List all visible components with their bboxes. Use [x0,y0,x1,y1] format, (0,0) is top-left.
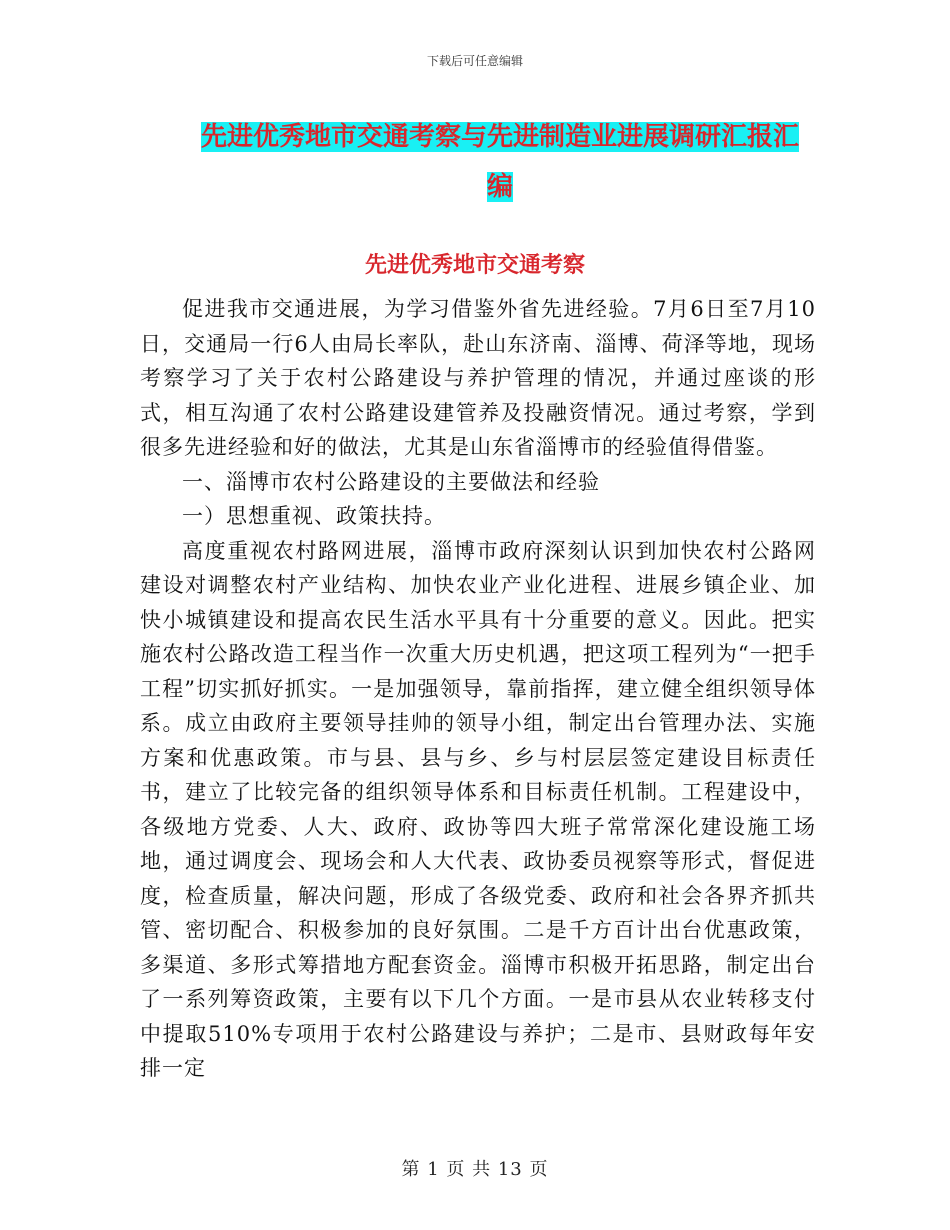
section-title: 先进优秀地市交通考察 [364,252,585,278]
heading-level-1: 一、淄博市农村公路建设的主要做法和经验 [182,469,600,494]
paragraph-main: 高度重视农村路网进展，淄博市政府深刻认识到加快农村公路网建设对调整农村产业结构、加快农业产业化进程、进展乡镇企业、加快小城镇建设和提高农民生活水平具有十分重要的意义。因此。把实施农村公路改造工程当作一次重大历史机遇，把这项工程列为“一把手工程”切实抓好抓实。一是加强领导，靠前指挥，建立健全组织领导体系。成立由政府主要领导挂帅的领导小组，制定出台管理办法、实施方案和优惠政策。市与县、县与乡、乡与村层层签定建设目标责任书，建立了比较完备的组织领导体系和目标责任机制。工程建设中，各级地方党委、人大、政府、政协等四大班子常常深化建设施工场地，通过调度会、现场会和人大代表、政协委员视察等形式，督促进度，检查质量，解决问题，形成了各级党委、政府和社会各界齐抓共管、密切配合、积极参加的良好氛围。二是千方百计出台优惠政策，多渠道、多形式筹措地方配套资金。淄博市积极开拓思路，制定出台了一系列筹资政策，主要有以下几个方面。一是市县从农业转移支付中提取510%专项用于农村公路建设与养护；二是市、县财政每年安排一定 [140,538,816,1080]
document-title-text: 先进优秀地市交通考察与先进制造业进展调研汇报汇编 [200,122,799,202]
heading-level-2: 一）思想重视、政策扶持。 [182,504,446,528]
document-body [140,292,816,1086]
header-note: 下载后可任意编辑 [426,54,523,68]
paragraph-intro: 促进我市交通进展，为学习借鉴外省先进经验。7月6日至7月10日，交通局一行6人由局长率队，赴山东济南、淄博、荷泽等地，现场考察学习了关于农村公路建设与养护管理的情况，并通过座谈的形式，相互沟通了农村公路建设建管养及投融资情况。通过考察，学到很多先进经验和好的做法，尤其是山东省淄博市的经验值得借鉴。 [140,297,816,459]
page-number: 第 1 页 共 13 页 [401,1159,549,1180]
document-title [190,112,810,212]
